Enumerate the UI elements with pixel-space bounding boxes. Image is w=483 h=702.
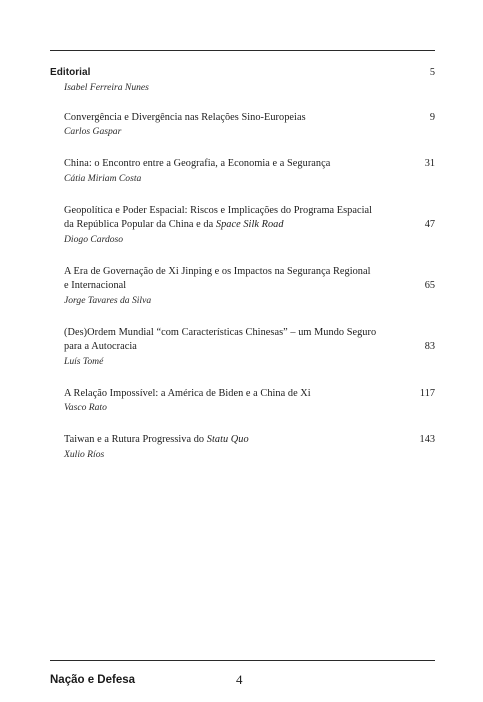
toc-entry-author: Jorge Tavares da Silva	[64, 294, 152, 306]
toc-entry-title-line2: e Internacional	[64, 280, 127, 291]
bottom-rule	[50, 660, 435, 661]
toc-entry-title: China: o Encontro entre a Geografia, a Economia e a Segurança	[64, 158, 331, 169]
toc-entry-author: Carlos Gaspar	[64, 126, 122, 137]
toc-entry-title-line1: Geopolítica e Poder Espacial: Riscos e Implicações do Programa Espacial	[64, 204, 373, 216]
toc-entry-title-line1: A Era de Governação de Xi Jinping e os Impactos na Segurança Regional	[64, 265, 371, 277]
journal-title: Nação e Defesa	[50, 674, 136, 686]
toc-entry[interactable]	[50, 433, 435, 461]
table-of-contents	[50, 66, 435, 480]
toc-entry[interactable]	[50, 265, 435, 307]
toc-entry[interactable]	[50, 111, 435, 139]
toc-entry-title: Convergência e Divergência nas Relações Sino-Europeias	[64, 111, 306, 123]
toc-entry-author: Cátia Miriam Costa	[64, 172, 142, 184]
top-rule	[50, 50, 435, 51]
toc-entry-title	[50, 326, 435, 355]
toc-entry-title	[50, 433, 435, 448]
toc-entry-title	[50, 265, 435, 294]
toc-entry-author: Vasco Rato	[64, 402, 107, 413]
toc-entry-author: Diogo Cardoso	[64, 233, 124, 245]
toc-entry-title-line1: (Des)Ordem Mundial “com Características Chinesas” – um Mundo Seguro	[64, 326, 377, 338]
toc-entry-title-line2: para a Autocracia	[64, 341, 137, 352]
toc-entry-title: A Relação Impossível: a América de Biden e a China de Xi	[64, 387, 311, 399]
toc-entry-page: 83	[424, 341, 435, 352]
toc-entry-page: 5	[429, 67, 435, 78]
toc-entry[interactable]	[50, 204, 435, 246]
toc-entry-title: Editorial	[50, 67, 91, 78]
toc-entry-author: Xulio Ríos	[64, 448, 105, 460]
toc-entry-title-text: Taiwan e a Rutura Progressiva do	[64, 434, 207, 445]
page-number: 4	[236, 672, 243, 687]
toc-entry-title-italic: Space Silk Road	[215, 219, 284, 230]
toc-entry[interactable]	[50, 326, 435, 368]
toc-entry-title-line2: da República Popular da China e da	[64, 219, 216, 230]
toc-entry-page: 47	[424, 219, 435, 230]
toc-entry[interactable]	[50, 157, 435, 185]
toc-entry-author: Luís Tomé	[64, 355, 104, 367]
toc-entry-page: 143	[419, 434, 435, 445]
toc-entry-page: 9	[429, 111, 435, 123]
toc-entry-editorial[interactable]	[50, 66, 435, 94]
toc-entry-title-italic: Statu Quo	[206, 434, 249, 445]
toc-entry-author: Isabel Ferreira Nunes	[64, 81, 149, 93]
toc-entry-title	[50, 204, 435, 233]
toc-entry-page: 31	[424, 158, 435, 169]
toc-entry-page: 117	[419, 387, 435, 399]
toc-entry-page: 65	[424, 280, 435, 291]
toc-entry[interactable]	[50, 387, 435, 415]
